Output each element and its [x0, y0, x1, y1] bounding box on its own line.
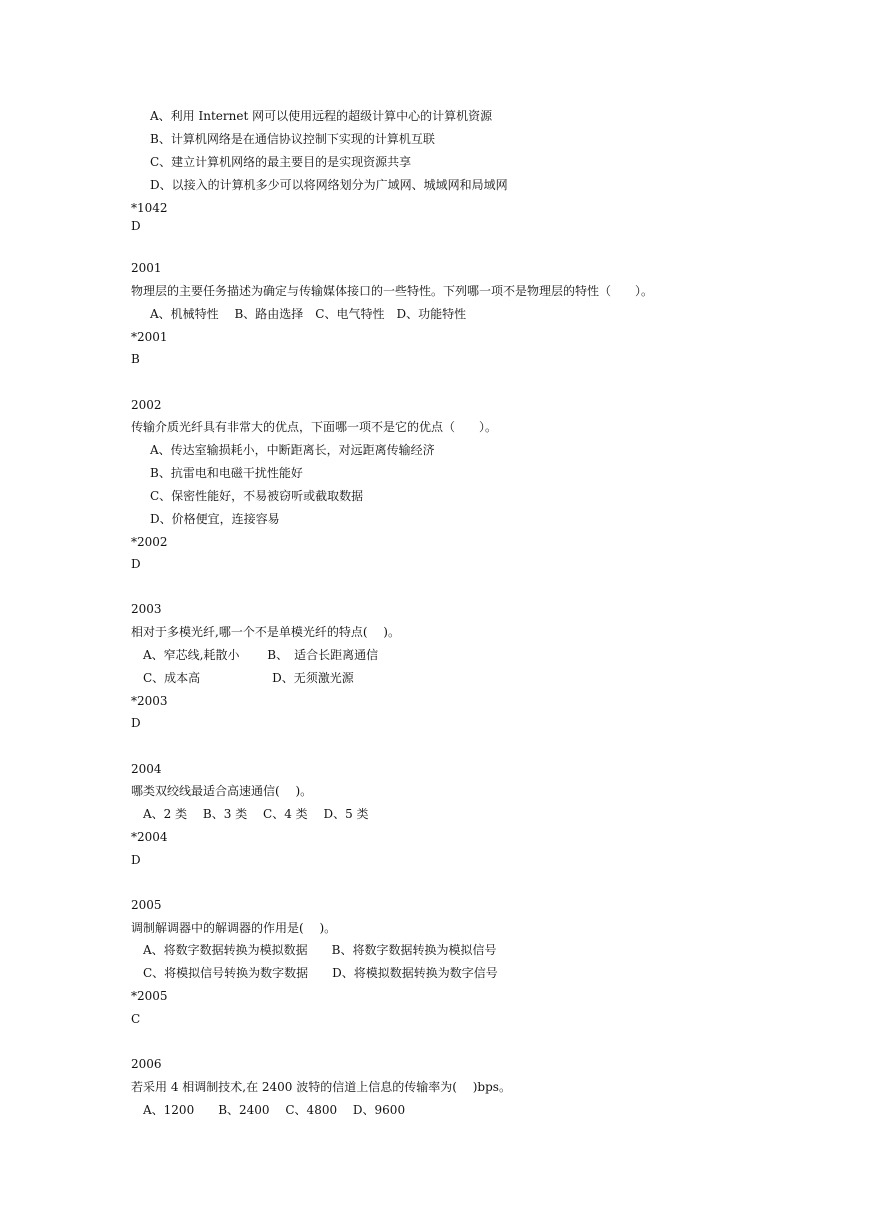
- answer-value: D: [131, 853, 141, 867]
- question-number: 2005: [131, 898, 162, 912]
- question-text: 传输介质光纤具有非常大的优点，下面哪一项不是它的优点（ ）。: [131, 420, 498, 434]
- question-number: 2002: [131, 398, 162, 412]
- question-text: 若采用 4 相调制技术,在 2400 波特的信道上信息的传输率为( )bps。: [131, 1080, 511, 1094]
- option-line: A、2 类 B、3 类 C、4 类 D、5 类: [143, 807, 369, 821]
- answer-value: C: [131, 1012, 141, 1026]
- option-line: C、建立计算机网络的最主要目的是实现资源共享: [150, 155, 412, 169]
- answer-value: D: [131, 219, 141, 233]
- option-line: C、保密性能好，不易被窃听或截取数据: [150, 489, 364, 503]
- option-line: A、利用 Internet 网可以使用远程的超级计算中心的计算机资源: [150, 109, 493, 123]
- answer-value: D: [131, 557, 141, 571]
- answer-marker: *2001: [131, 330, 168, 344]
- option-line: A、将数字数据转换为模拟数据 B、将数字数据转换为模拟信号: [143, 943, 497, 957]
- question-text: 哪类双绞线最适合高速通信( )。: [131, 784, 313, 798]
- answer-marker: *2005: [131, 989, 168, 1003]
- option-line: B、抗雷电和电磁干扰性能好: [150, 466, 303, 480]
- option-line: A、窄芯线,耗散小 B、 适合长距离通信: [143, 648, 379, 662]
- question-number: 2006: [131, 1057, 162, 1071]
- question-text: 物理层的主要任务描述为确定与传输媒体接口的一些特性。下列哪一项不是物理层的特性（ ）。: [131, 284, 654, 298]
- option-line: D、价格便宜，连接容易: [150, 512, 280, 526]
- answer-value: D: [131, 716, 141, 730]
- question-text: 相对于多模光纤,哪一个不是单模光纤的特点( )。: [131, 625, 400, 639]
- option-line: A、1200 B、2400 C、4800 D、9600: [143, 1103, 406, 1117]
- answer-marker: *2002: [131, 535, 168, 549]
- answer-value: B: [131, 352, 140, 366]
- question-number: 2001: [131, 261, 162, 275]
- question-number: 2003: [131, 602, 162, 616]
- option-line: C、成本高 D、无须激光源: [143, 671, 354, 685]
- question-text: 调制解调器中的解调器的作用是( )。: [131, 921, 337, 935]
- answer-marker: *2004: [131, 830, 168, 844]
- option-line: D、以接入的计算机多少可以将网络划分为广域网、城域网和局域网: [150, 178, 508, 192]
- option-line: A、机械特性 B、路由选择 C、电气特性 D、功能特性: [150, 307, 467, 321]
- question-number: 2004: [131, 762, 162, 776]
- answer-marker: *2003: [131, 694, 168, 708]
- option-line: B、计算机网络是在通信协议控制下实现的计算机互联: [150, 132, 435, 146]
- option-line: A、传达室输损耗小，中断距离长，对远距离传输经济: [150, 443, 435, 457]
- option-line: C、将模拟信号转换为数字数据 D、将模拟数据转换为数字信号: [143, 966, 498, 980]
- answer-marker: *1042: [131, 201, 168, 215]
